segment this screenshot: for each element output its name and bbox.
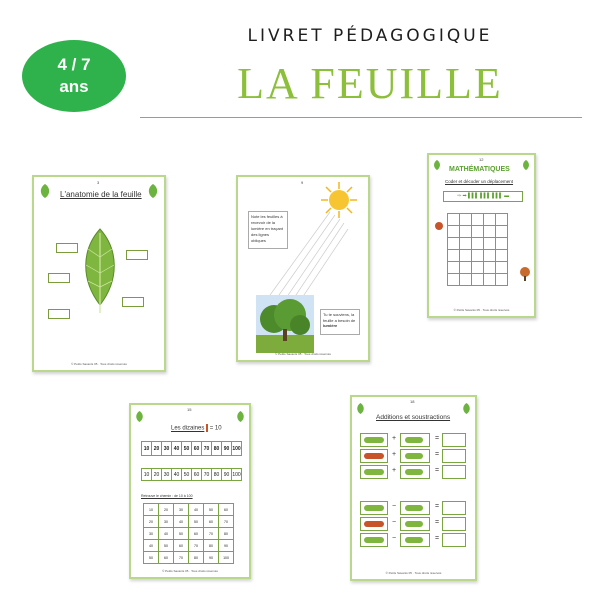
grid-cell — [448, 226, 460, 238]
grid-cell — [496, 226, 508, 238]
page-number: 12 — [479, 157, 484, 162]
maze-cell: 50 — [204, 504, 219, 516]
maze-cell: 40 — [144, 540, 159, 552]
arrow-code-text: ⇒ ➡ ▌▌▌ ▌▌▌ ▌▌▌ ▬ — [456, 193, 510, 199]
maze-cell: 60 — [159, 552, 174, 564]
sheet-tens — [129, 403, 251, 579]
instruction-box — [248, 211, 288, 249]
grid-cell — [496, 214, 508, 226]
sheet-footer: © Petits Savants 05 · Tous droits réservés — [385, 571, 442, 575]
equals-sign: = — [435, 435, 440, 442]
leaf-icon — [355, 402, 366, 415]
tree-icon — [519, 267, 531, 281]
maze-cell: 30 — [144, 528, 159, 540]
answer-box — [442, 517, 466, 531]
ten-rod-icon — [206, 424, 208, 432]
number-cell: 80 — [212, 442, 222, 456]
operator: + — [392, 467, 397, 474]
maze-cell: 20 — [159, 504, 174, 516]
instruction-text: Note les feuilles à recevoir de la lumière en traçant des lignes obliques — [251, 214, 284, 243]
grid-cell — [484, 274, 496, 286]
item-group — [364, 521, 384, 527]
item-group — [364, 453, 384, 459]
maze-cell: 50 — [144, 552, 159, 564]
item-group — [405, 469, 423, 475]
number-cell: 20 — [152, 442, 162, 456]
grid-cell — [448, 250, 460, 262]
operand-box — [400, 433, 430, 447]
grid-row — [448, 262, 508, 274]
grid-cell — [484, 262, 496, 274]
grid-cell — [472, 226, 484, 238]
number-cell: 10 — [142, 442, 152, 456]
maze-cell: 20 — [144, 516, 159, 528]
operand-box — [400, 449, 430, 463]
grid-row — [448, 226, 508, 238]
page-number: 9 — [301, 180, 304, 185]
grid-row — [448, 214, 508, 226]
grid-cell — [484, 214, 496, 226]
grid-cell — [484, 238, 496, 250]
tens-row-2 — [141, 468, 242, 481]
label-box — [126, 250, 148, 260]
grid-cell — [460, 214, 472, 226]
grid-cell — [448, 262, 460, 274]
leaf-icon — [134, 410, 145, 423]
grid-cell — [448, 274, 460, 286]
operator: − — [392, 519, 397, 526]
operand-box — [400, 517, 430, 531]
item-group — [364, 537, 384, 543]
maze-cell: 30 — [174, 504, 189, 516]
number-cell: 80 — [212, 469, 222, 481]
equals-sign: = — [435, 451, 440, 458]
maze-cell: 70 — [219, 516, 234, 528]
grid-cell — [460, 274, 472, 286]
grid-cell — [460, 250, 472, 262]
sheet-title: L'anatomie de la feuille — [60, 190, 142, 199]
sheet-footer: © Petits Savants 05 · Tous droits réservés — [453, 308, 510, 312]
sheet-title — [171, 424, 222, 432]
leaf-icon — [146, 183, 160, 199]
item-group — [364, 469, 384, 475]
maze-cell: 70 — [174, 552, 189, 564]
answer-box — [442, 533, 466, 547]
answer-box — [442, 433, 466, 447]
number-cell: 30 — [162, 469, 172, 481]
operator: − — [392, 535, 397, 542]
grid-cell — [472, 238, 484, 250]
grid-cell — [460, 226, 472, 238]
arrow-code — [443, 191, 523, 202]
operand-box — [360, 501, 388, 515]
maze-cell: 80 — [204, 540, 219, 552]
grid-cell — [496, 238, 508, 250]
maze-cell: 70 — [204, 528, 219, 540]
acorn-icon — [434, 221, 444, 231]
label-box — [48, 309, 70, 319]
answer-box — [442, 449, 466, 463]
maze-cell: 30 — [159, 516, 174, 528]
answer-box — [442, 465, 466, 479]
equals-sign: = — [435, 535, 440, 542]
maze-cell: 70 — [189, 540, 204, 552]
operator: + — [392, 435, 397, 442]
maze-row — [144, 540, 234, 552]
grid-cell — [472, 274, 484, 286]
grid-cell — [484, 226, 496, 238]
grid-cell — [460, 238, 472, 250]
operator: + — [392, 451, 397, 458]
maze-cell: 50 — [174, 528, 189, 540]
movement-grid — [447, 213, 508, 286]
number-cell: 90 — [222, 442, 232, 456]
number-cell: 20 — [152, 469, 162, 481]
grid-row — [448, 250, 508, 262]
number-cell: 60 — [192, 469, 202, 481]
maze-cell: 80 — [219, 528, 234, 540]
leaf-diagram — [78, 227, 122, 315]
maze-cell: 60 — [174, 540, 189, 552]
grid-cell — [496, 250, 508, 262]
operand-box — [400, 465, 430, 479]
grid-cell — [472, 214, 484, 226]
tens-maze — [143, 503, 234, 564]
maze-row — [144, 504, 234, 516]
answer-box — [442, 501, 466, 515]
maze-cell: 40 — [189, 504, 204, 516]
maze-cell: 90 — [204, 552, 219, 564]
page-title: LA FEUILLE — [237, 59, 503, 108]
operand-box — [400, 501, 430, 515]
tree-photo — [256, 295, 314, 353]
sheet-light — [236, 175, 370, 362]
grid-cell — [484, 250, 496, 262]
maze-cell: 10 — [144, 504, 159, 516]
operator: − — [392, 503, 397, 510]
reminder-text: Tu te souviens, la feuille a besoin de — [323, 312, 356, 323]
item-group — [405, 505, 423, 511]
label-box — [56, 243, 78, 253]
maze-subtitle: Retrouve le chemin : de 10 à 100 — [141, 494, 193, 498]
maze-cell: 100 — [219, 552, 234, 564]
number-cell: 10 — [142, 469, 152, 481]
operand-box — [360, 465, 388, 479]
grid-cell — [448, 238, 460, 250]
page-subtitle: LIVRET PÉDAGOGIQUE — [247, 26, 493, 46]
number-cell: 100 — [232, 469, 242, 481]
item-group — [364, 437, 384, 443]
operand-box — [360, 433, 388, 447]
operand-box — [360, 449, 388, 463]
item-group — [405, 437, 423, 443]
sheet-anatomy — [32, 175, 166, 372]
maze-cell: 40 — [174, 516, 189, 528]
title-suffix: = 10 — [209, 425, 222, 432]
maze-cell: 90 — [219, 540, 234, 552]
number-cell: 40 — [172, 442, 182, 456]
grid-row — [448, 238, 508, 250]
item-group — [405, 521, 423, 527]
number-cell: 100 — [232, 442, 242, 456]
maze-row — [144, 516, 234, 528]
maze-cell: 80 — [189, 552, 204, 564]
operand-box — [360, 517, 388, 531]
reminder-box — [320, 309, 360, 335]
maze-cell: 40 — [159, 528, 174, 540]
equals-sign: = — [435, 519, 440, 526]
equals-sign: = — [435, 503, 440, 510]
grid-cell — [472, 262, 484, 274]
sheet-additions — [350, 395, 477, 581]
operand-box — [360, 533, 388, 547]
reminder-bold: lumière — [323, 323, 338, 328]
maze-row — [144, 552, 234, 564]
number-cell: 50 — [182, 469, 192, 481]
label-box — [48, 273, 70, 283]
sheet-title: MATHÉMATIQUES — [449, 166, 510, 173]
grid-cell — [496, 262, 508, 274]
number-cell: 70 — [202, 469, 212, 481]
grid-cell — [448, 214, 460, 226]
number-cell: 40 — [172, 469, 182, 481]
page-number: 18 — [410, 399, 415, 404]
label-box — [122, 297, 144, 307]
sheet-footer: © Petits Savants 05 · Tous droits réservés — [275, 352, 331, 356]
maze-cell: 60 — [219, 504, 234, 516]
item-group — [405, 453, 423, 459]
grid-cell — [496, 274, 508, 286]
leaf-icon — [461, 402, 472, 415]
number-cell: 30 — [162, 442, 172, 456]
leaf-icon — [432, 159, 442, 171]
maze-cell: 60 — [204, 516, 219, 528]
title-divider — [140, 117, 582, 118]
sheet-footer: © Petits Savants 05 · Tous droits réservés — [71, 362, 127, 366]
sheet-title-text: Les dizaines — [171, 425, 205, 432]
age-badge-unit: ans — [59, 77, 89, 96]
sheet-title: Additions et soustractions — [376, 414, 451, 421]
leaf-icon — [38, 183, 52, 199]
sheet-maths — [427, 153, 536, 318]
grid-row — [448, 274, 508, 286]
maze-cell: 60 — [189, 528, 204, 540]
page-number: 3 — [97, 180, 100, 185]
number-cell: 90 — [222, 469, 232, 481]
maze-cell: 50 — [189, 516, 204, 528]
leaf-icon — [521, 159, 531, 171]
sheet-subtitle: Coder et décoder un déplacement — [445, 179, 514, 184]
maze-cell: 50 — [159, 540, 174, 552]
age-badge-range: 4 / 7 — [57, 55, 91, 74]
grid-cell — [472, 250, 484, 262]
item-group — [364, 505, 384, 511]
page-number: 15 — [187, 407, 192, 412]
tens-row-1 — [141, 441, 242, 456]
age-badge — [22, 40, 126, 112]
leaf-icon — [235, 410, 246, 423]
sheet-footer: © Petits Savants 05 · Tous droits réservés — [162, 569, 218, 573]
number-cell: 70 — [202, 442, 212, 456]
number-cell: 60 — [192, 442, 202, 456]
grid-cell — [460, 262, 472, 274]
operand-box — [400, 533, 430, 547]
equals-sign: = — [435, 467, 440, 474]
item-group — [405, 537, 423, 543]
number-cell: 50 — [182, 442, 192, 456]
maze-row — [144, 528, 234, 540]
